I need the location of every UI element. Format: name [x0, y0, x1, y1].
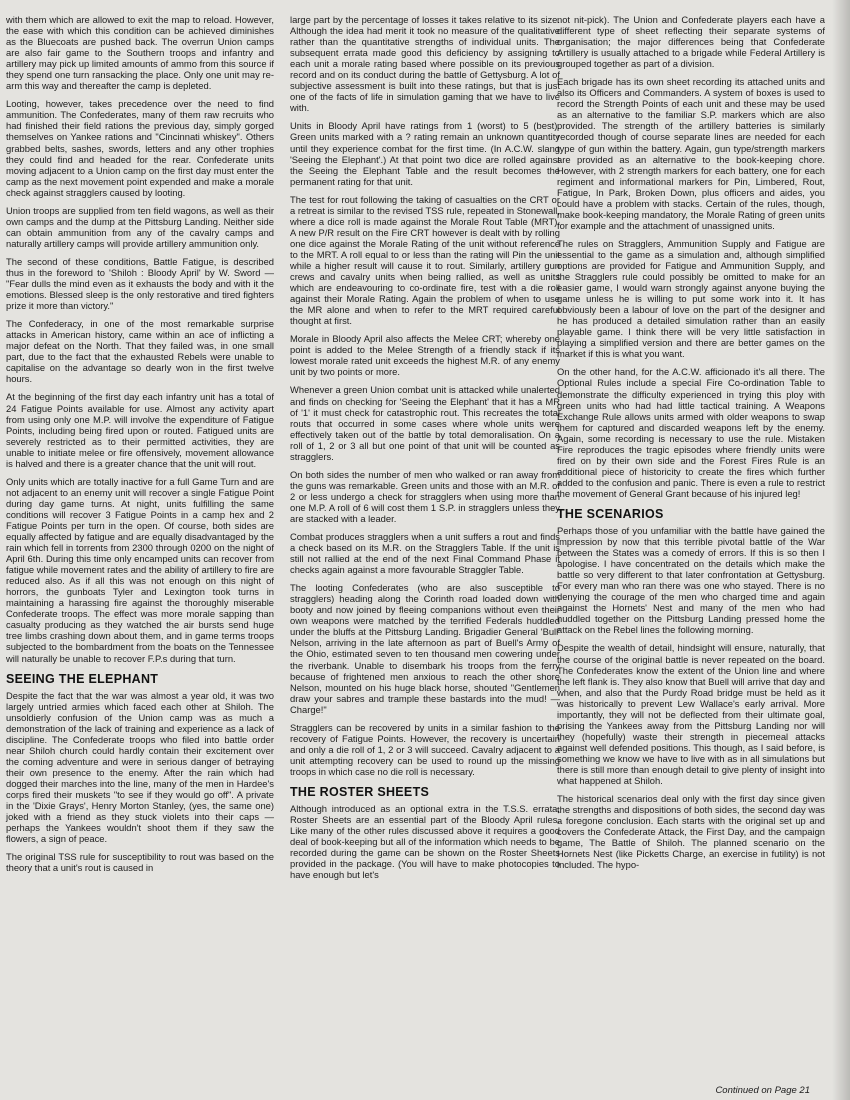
paragraph: Morale in Bloody April also affects the Melee CRT; whereby one point is added to the Melee Strength of a friendly stack if its lowest morale rated unit exceeds the highest M.R. of any enemy unit by two points or more. — [290, 333, 560, 378]
paragraph: large part by the percentage of losses it takes relative to its size. Although the idea had merit it took no measure of the qualitative rather than the quantitative strengths of individual units. The subsequent errata made good this deficiency by assigning to each unit a morale rating based where possible on its previous record and on its conduct during the battle of Gettysburg. A lot of subjective assessment is built into these ratings, but that is just one of the facts of life in simulation gaming that we have to live with. — [290, 14, 560, 114]
paragraph: with them which are allowed to exit the map to reload. However, the ease with which this condition can be achieved diminishes as the Bluecoats are pushed back. The overrun Union camps are also fair game to the Southern troops and infantry and artillery may pick up limited amounts of ammo from this source if they spend one turn ransacking the place. Only one unit may re-arm this way and thereafter the camp is depleted. — [6, 14, 274, 92]
paragraph: Despite the wealth of detail, hindsight will ensure, naturally, that the course of the original battle is never repeated on the board. The Confederates know the extent of the Union line and where the left flank is. They also know that Buell will arrive that day and when, and also that the Purdy Road bridge must be held as it was historically to prevent Lew Wallace's early arrival. More importantly, they will not be deflected from their ultimate goal, prising the Yankees away from the Pittsburg Landing nor will they (hopefully) waste their strength in piecemeal attacks against well defended positions. This though, as I said before, is something we know we have to live with as in all simulations but there is still more than enough detail to give plenty of insight into what happened at Shiloh. — [557, 642, 825, 787]
section-heading-seeing-the-elephant: SEEING THE ELEPHANT — [6, 671, 159, 686]
paragraph: Whenever a green Union combat unit is attacked while unalerted and finds on checking for 'Seeing the Elephant' that it has a MR of '1' it must check for catastrophic rout. This recreates the total routs that occurred in some cases where whole units were effectively taken out of the battle by total demoralisation. On a roll of 1, 2 or 3 all but one point of that unit will be counted as stragglers. — [290, 384, 560, 462]
paragraph: The test for rout following the taking of casualties on the CRT or a retreat is similar to the revised TSS rule, repeated in Stonewall, where a dice roll is made against the Morale Rout Table (MRT). A new P/R result on the Fire CRT however is dealt with by rolling one dice against the Morale Rating of the unit without reference to the MRT. A roll equal to or less than the rating will Pin the unit while a higher result will cause it to rout. Similarly, artillery gun crews and cavalry units when being rallied, as well as units which are endeavouring to co-ordinate fire, test with a die roll against their Morale Rating. Again the problem of when to use the MR alone and when to refer to the MRT required careful thought at first. — [290, 193, 560, 327]
text-column-1 — [6, 14, 274, 880]
section-heading-roster-sheets: THE ROSTER SHEETS — [290, 785, 430, 799]
paragraph: The looting Confederates (who are also susceptible to stragglers) heading along the Corinth road loaded down with booty and now joined by fleeing companions without even their own weapons were matched by the terrified Federals huddled under the bluffs at the Pittsburg Landing. Brigadier General 'Bull' Nelson, arriving in the late afternoon as part of Buell's Army of the Ohio, estimated seven to ten thousand men cowering under the riverbank. Unable to disembark his troops from the ferry because of frightened men anxious to reach the other shore Nelson, mounted on his huge black horse, shouted "Gentlemen draw your sabres and trample these bastards into the mud! — Charge!" — [290, 582, 560, 715]
paragraph: On the other hand, for the A.C.W. afficionado it's all there. The Optional Rules include a special Fire Co-ordination Table to demonstrate the difficulty experienced in trying this ploy with green units who had had little tactical training. A Weapons Exchange Rule allows units armed with older weapons to swap them for captured and discarded weapons left by the enemy. Again, some recording is necessary to use the rule. Mistaken Fire reproduces the tragic episodes where friendly units were fired on by their own side and the Forest Fires Rule is an additional piece of historicity to create the fires which further added to the confusion and panic. There is even a rule to restrict the movement of General Grant because of his injured leg! — [557, 366, 825, 499]
page-edge-shadow — [832, 0, 850, 1100]
paragraph: Units in Bloody April have ratings from 1 (worst) to 5 (best). Green units marked with a ? rating remain an unknown quantity until they experience combat for the first time. (In A.C.W. slang 'Seeing the Elephant'.) At that point two dice are rolled against the Seeing the Elephant Table and the result becomes the permanent rating for that unit. — [290, 120, 560, 187]
paragraph: Only units which are totally inactive for a full Game Turn and are not adjacent to an enemy unit will recover a single Fatigue Point during day game turns. At night, units fulfilling the same conditions will recover 3 Fatigue Points in a camp hex and 2 Fatigue Points per turn in the open. Of course, both sides are equally affected by fatigue and are equally disadvantaged by the rain which fell in torrents from 2300 through 0200 on the night of April 6th. During this time only encamped units can recover from fatigue while movement rates and the ability of artillery to fire are reduced also. As if all this was not enough on this night of horrors, the gunboats Tyler and Lexington took turns in maintaining a harassing fire against the thoroughly miserable Confederate troops. The effect was more morale sapping than casualty producing as they watched the air bursts send huge tree limbs crashing down about them, and in game terms troops subjected to the bombardment from the boats on the Tennessee will naturally be unable to recover F.P.s during that turn. — [6, 475, 274, 664]
paragraph: Although introduced as an optional extra in the T.S.S. errata, Roster Sheets are an essential part of the Bloody April rules. Like many of the other rules discussed above it requires a good deal of book-keeping but all of the information which needs to be recorded during the game can be shown on the Roster Sheets provided in the package. (You will have to make photocopies to have enough but let's — [290, 803, 560, 881]
continued-footer: Continued on Page 21 — [715, 1085, 810, 1096]
text-column-2 — [290, 14, 560, 887]
paragraph: The historical scenarios deal only with the first day since given the strengths and dispositions of both sides, the second day was a foregone conclusion. Each starts with the original set up and covers the Confederate Attack, the First Day, and the campaign game, The Battle of Shiloh. The planned scenario on the Hornets Nest (like Picketts Charge, an exercise in futility) is not included. The hypo- — [557, 793, 825, 871]
paragraph: Each brigade has its own sheet recording its attached units and also its Officers and Commanders. A system of boxes is used to record the Strength Points of each unit and these may be used as an alternative to the familiar S.P. markers which are also provided. The strength of the artillery batteries is similarly recorded though of course separate lines are needed for each type of gun within the battery. Again, gun type/strength markers are provided as an alternative to the book-keeping chore. However, with 2 strength markers for each battery, one for each regiment and informational markers for Pin, Limbered, Rout, Fatigue, In Park, Broken Down, plus officers and aides, you could have a problem with stacks. Certain of the rules, though, make book-keeping mandatory, the Morale Rating of green units for example and the attachment of unassigned units. — [557, 76, 825, 231]
paragraph: Union troops are supplied from ten field wagons, as well as their own camps and the dump at the Pittsburg Landing. Neither side can obtain ammunition from any of the cavalry camps and naturally artillery camps will provide artillery ammunition only. — [6, 204, 274, 249]
paragraph: Combat produces stragglers when a unit suffers a rout and finds a check based on its M.R. on the Stragglers Table. If the unit is still not rallied at the end of the next Final Command Phase it checks again against a more favourable Straggler Table. — [290, 531, 560, 576]
section-heading-scenarios: THE SCENARIOS — [557, 506, 664, 521]
paragraph: The original TSS rule for susceptibility to rout was based on the theory that a unit's rout is caused in — [6, 851, 274, 874]
paragraph: The second of these conditions, Battle Fatigue, is described thus in the foreword to 'Shiloh : Bloody April' by W. Sword — "Fear dulls the mind even as it exhausts the body and with it the emotions. Blessed sleep is the only restorative and tired fighters prize it more than victory." — [6, 255, 274, 312]
paragraph: Looting, however, takes precedence over the need to find ammunition. The Confederates, many of them raw recruits who had finished their field rations the previous day, simply gorged themselves on Yankee rations and "Cincinnati whiskey". Others grabbed belts, sashes, swords, letters and any other trophies they could find and headed for the rear. Confederate units moving adjacent to a Union camp on the first day must enter the camp as the next movement point expended and make a morale check against stragglers caused by looting. — [6, 98, 274, 198]
paragraph: Perhaps those of you unfamiliar with the battle have gained the impression by now that this terrible pivotal battle of the War between the States was a comedy of errors. If this is so then I apologise. I have concentrated on the details which make the battle so very different to that later confrontation at Gettysburg. For every man who ran there was one who stayed. There is no denying the courage of the men who charged time and again against the Hornets' Nest and many of the men who had huddled together on the Pittsburg Landing pressed home the attack on the Rebel lines the following morning. — [557, 525, 825, 636]
paragraph: The Confederacy, in one of the most remarkable surprise attacks in American history, came within an ace of inflicting a major defeat on the North. That they failed was, in one small part, due to the fact that the exhausted Rebels were unable to capitalise on the advantage so dearly won in the first twelve hours. — [6, 318, 274, 385]
paragraph: Stragglers can be recovered by units in a similar fashion to the recovery of Fatigue Points. However, the recovery is uncertain and only a die roll of 1, 2 or 3 will succeed. Cavalry adjacent to a unit attempting recovery can be used to round up the missing troops in which case no die roll is necessary. — [290, 721, 560, 777]
paragraph: On both sides the number of men who walked or ran away from the guns was remarkable. Green units and those with an M.R. of 2 or less undergo a check for stragglers when using more than one M.P. A roll of 6 will cost them 1 S.P. in stragglers unless they are stacked with a leader. — [290, 468, 560, 524]
paragraph: Despite the fact that the war was almost a year old, it was two largely untried armies which faced each other at Shiloh. The unsoldierly confusion of the Union camp was as much a demonstration of the lack of training and experience as a lack of discipline. The Confederate troops who filed into battle order near Shiloh church could hardly contain their excitement over the coming adventure and were in serious danger of betraying their own presence to the enemy. After the rain which had dogged their marches into the line, many of the men in Hardee's corps fired their muskets "to see if they would go off". A private in the 'Dixie Grays', Henry Morton Stanley, (yes, the same one) joked with a friend as they stuck violets into their caps — perhaps the Yankees wouldn't shoot them if they saw the flowers, a sign of peace. — [6, 689, 274, 845]
paragraph: At the beginning of the first day each infantry unit has a total of 24 Fatigue Points available for use. Almost any activity apart from using only one M.P. will involve the expenditure of Fatigue Points, including being fired upon or routed. Fatigued units are severely restricted as to their permitted activities, they are unable to initiate melee or fire offensively, movement allowance is halved and there is a greater chance that the unit will rout. — [6, 391, 274, 469]
paragraph: not nit-pick). The Union and Confederate players each have a different type of sheet reflecting their separate systems of organisation; the major differences being that Confederate Artillery is usually attached to a brigade while Federal Artillery is grouped together as part of a division. — [557, 14, 825, 70]
text-column-3 — [557, 14, 825, 877]
paragraph: The rules on Stragglers, Ammunition Supply and Fatigue are essential to the game as a simulation and, although simplified options are provided for Fatigue and Ammunition Supply, and the Stragglers rule could possibly be omitted to make for an easier game, I would warn strongly against anyone buying the game unless he is willing to put some work into it. It has obviously been a labour of love on the part of the designer and he has produced a detailed simulation rather than an easily playable game. I think there will be very little satisfaction in playing a simplified version and there are better games on the market if this is what you want. — [557, 237, 825, 360]
